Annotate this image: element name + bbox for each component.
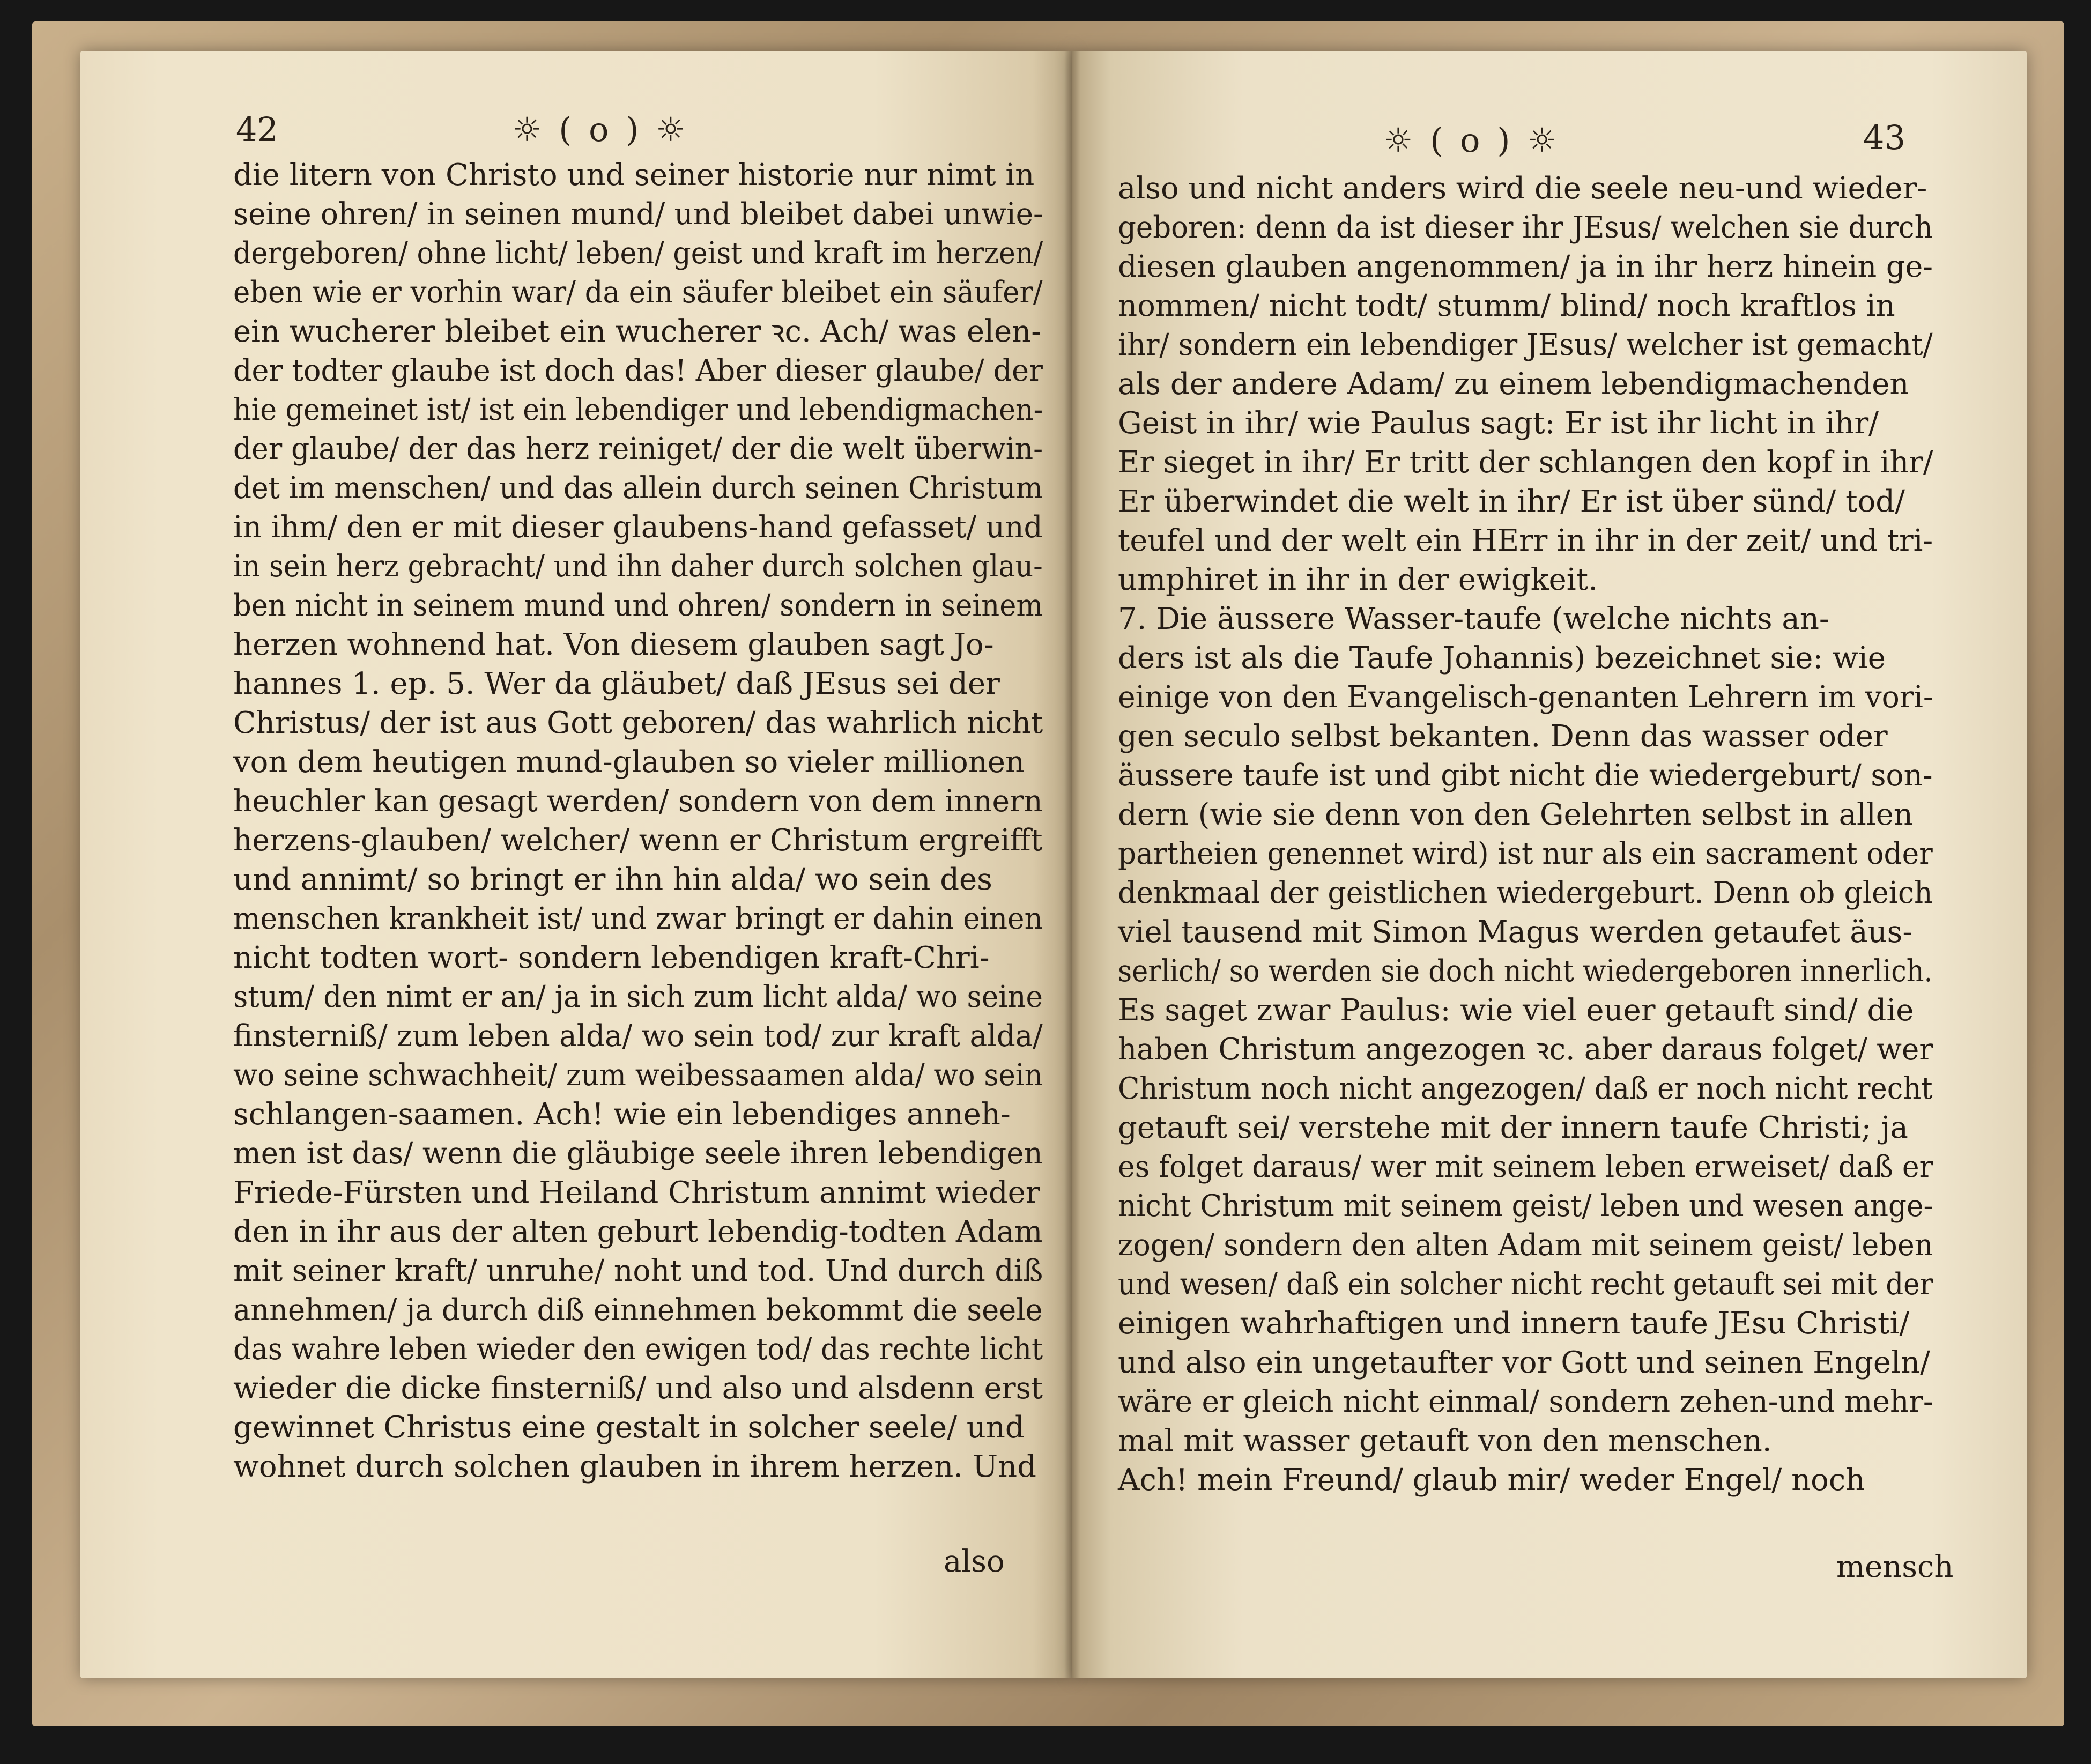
right-catchword: mensch: [1836, 1550, 1954, 1584]
text-line: also und nicht anders wird die seele neu-und wieder-: [1118, 171, 1927, 206]
text-line: hannes 1. ep. 5. Wer da gläubet/ daß JEsus sei der: [233, 666, 1000, 701]
text-line: das wahre leben wieder den ewigen tod/ das rechte licht: [233, 1332, 1043, 1367]
text-line: haben Christum angezogen ꝛc. aber daraus folget/ wer: [1118, 1032, 1933, 1067]
text-line: diesen glauben angenommen/ ja in ihr herz hinein ge-: [1118, 249, 1933, 284]
text-line: dern (wie sie denn von den Gelehrten selbst in allen: [1118, 797, 1913, 832]
text-line: heuchler kan gesagt werden/ sondern von dem innern: [233, 784, 1043, 819]
text-line: schlangen-saamen. Ach! wie ein lebendiges anneh-: [233, 1097, 1011, 1132]
text-line: ben nicht in seinem mund und ohren/ sondern in seinem: [233, 588, 1043, 623]
text-line: viel tausend mit Simon Magus werden getaufet äus-: [1118, 915, 1913, 950]
text-line: wäre er gleich nicht einmal/ sondern zehen-und mehr-: [1118, 1384, 1933, 1419]
text-line: annehmen/ ja durch diß einnehmen bekommt die seele: [233, 1293, 1043, 1328]
text-line: dergeboren/ ohne licht/ leben/ geist und kraft im herzen/: [233, 236, 1043, 271]
text-line: Es saget zwar Paulus: wie viel euer getauft sind/ die: [1118, 993, 1914, 1028]
text-line: eben wie er vorhin war/ da ein säufer bleibet ein säufer/: [233, 275, 1043, 310]
text-line: geboren: denn da ist dieser ihr JEsus/ welchen sie durch: [1118, 210, 1933, 245]
text-line: Er überwindet die welt in ihr/ Er ist über sünd/ tod/: [1118, 484, 1905, 519]
left-page-text: [233, 155, 1103, 1486]
text-line: die litern von Christo und seiner historie nur nimt in: [233, 158, 1035, 192]
text-line: nicht todten wort- sondern lebendigen kraft-Chri-: [233, 940, 990, 975]
text-line: einigen wahrhaftigen und innern taufe JEsu Christi/: [1118, 1306, 1910, 1341]
text-line: Geist in ihr/ wie Paulus sagt: Er ist ihr licht in ihr/: [1118, 406, 1879, 441]
text-line: ein wucherer bleibet ein wucherer ꝛc. Ach/ was elen-: [233, 314, 1042, 349]
text-line: äussere taufe ist und gibt nicht die wiedergeburt/ son-: [1118, 758, 1933, 793]
text-line: umphiret in ihr in der ewigkeit.: [1118, 562, 1598, 597]
text-line: einige von den Evangelisch-genanten Lehrern im vori-: [1118, 680, 1933, 715]
left-page-number: 42: [236, 110, 278, 149]
text-line: Er sieget in ihr/ Er tritt der schlangen den kopf in ihr/: [1118, 445, 1933, 480]
text-line: hie gemeinet ist/ ist ein lebendiger und lebendigmachen-: [233, 392, 1043, 427]
text-line: stum/ den nimt er an/ ja in sich zum licht alda/ wo seine: [233, 980, 1043, 1014]
text-line: mit seiner kraft/ unruhe/ noht und tod. Und durch diß: [233, 1254, 1043, 1288]
text-line: seine ohren/ in seinen mund/ und bleibet dabei unwie-: [233, 197, 1043, 232]
text-line: det im menschen/ und das allein durch seinen Christum: [233, 471, 1043, 506]
text-line: serlich/ so werden sie doch nicht wiedergeboren innerlich.: [1118, 954, 1933, 989]
text-line: in sein herz gebracht/ und ihn daher durch solchen glau-: [233, 549, 1043, 584]
text-line: wo seine schwachheit/ zum weibessaamen alda/ wo sein: [233, 1058, 1043, 1093]
text-line: Christus/ der ist aus Gott geboren/ das wahrlich nicht: [233, 706, 1043, 740]
text-line: denkmaal der geistlichen wiedergeburt. Denn ob gleich: [1118, 876, 1933, 910]
text-line: und also ein ungetaufter vor Gott und seinen Engeln/: [1118, 1345, 1930, 1380]
text-line: gewinnet Christus eine gestalt in solcher seele/ und: [233, 1410, 1025, 1445]
text-line: wohnet durch solchen glauben in ihrem herzen. Und: [233, 1449, 1036, 1484]
text-line: es folget daraus/ wer mit seinem leben erweiset/ daß er: [1118, 1150, 1933, 1184]
text-line: getauft sei/ verstehe mit der innern taufe Christi; ja: [1118, 1110, 1908, 1145]
text-line: ihr/ sondern ein lebendiger JEsus/ welcher ist gemacht/: [1118, 328, 1933, 362]
text-line: finsterniß/ zum leben alda/ wo sein tod/ zur kraft alda/: [233, 1019, 1043, 1054]
left-header-ornament: ☼ ( o ) ☼: [512, 110, 689, 149]
text-line: men ist das/ wenn die gläubige seele ihren lebendigen: [233, 1136, 1043, 1171]
text-line: wieder die dicke finsterniß/ und also und alsdenn erst: [233, 1371, 1043, 1406]
text-line: Christum noch nicht angezogen/ daß er noch nicht recht: [1118, 1071, 1933, 1106]
text-line: partheien genennet wird) ist nur als ein sacrament oder: [1118, 836, 1933, 871]
text-line: und annimt/ so bringt er ihn hin alda/ wo sein des: [233, 862, 992, 897]
text-line: Friede-Fürsten und Heiland Christum annimt wieder: [233, 1175, 1040, 1210]
right-page-number: 43: [1863, 118, 1905, 157]
text-line: herzen wohnend hat. Von diesem glauben sagt Jo-: [233, 627, 994, 662]
text-line: als der andere Adam/ zu einem lebendigmachenden: [1118, 367, 1909, 402]
text-line: teufel und der welt ein HErr in ihr in der zeit/ und tri-: [1118, 523, 1933, 558]
text-line: den in ihr aus der alten geburt lebendig-todten Adam: [233, 1214, 1043, 1249]
text-line: nicht Christum mit seinem geist/ leben und wesen ange-: [1118, 1189, 1933, 1224]
text-line: gen seculo selbst bekanten. Denn das wasser oder: [1118, 719, 1888, 754]
text-line: 7. Die äussere Wasser-taufe (welche nichts an-: [1118, 602, 1829, 636]
text-line: der todter glaube ist doch das! Aber dieser glaube/ der: [233, 353, 1043, 388]
text-line: herzens-glauben/ welcher/ wenn er Christum ergreifft: [233, 823, 1043, 858]
text-line: in ihm/ den er mit dieser glaubens-hand gefasset/ und: [233, 510, 1043, 545]
text-line: und wesen/ daß ein solcher nicht recht getauft sei mit der: [1118, 1267, 1933, 1302]
text-line: der glaube/ der das herz reiniget/ der die welt überwin-: [233, 432, 1043, 466]
right-header-ornament: ☼ ( o ) ☼: [1383, 121, 1560, 160]
text-line: nommen/ nicht todt/ stumm/ blind/ noch kraftlos in: [1118, 288, 1895, 323]
text-line: menschen krankheit ist/ und zwar bringt er dahin einen: [233, 901, 1043, 936]
text-line: ders ist als die Taufe Johannis) bezeichnet sie: wie: [1118, 641, 1886, 676]
text-line: Ach! mein Freund/ glaub mir/ weder Engel/ noch: [1118, 1463, 1865, 1498]
right-page-text: [1118, 169, 2014, 1500]
text-line: zogen/ sondern den alten Adam mit seinem geist/ leben: [1118, 1228, 1933, 1263]
text-line: mal mit wasser getauft von den menschen.: [1118, 1424, 1772, 1458]
text-line: von dem heutigen mund-glauben so vieler millionen: [233, 745, 1025, 780]
left-catchword: also: [944, 1544, 1005, 1579]
